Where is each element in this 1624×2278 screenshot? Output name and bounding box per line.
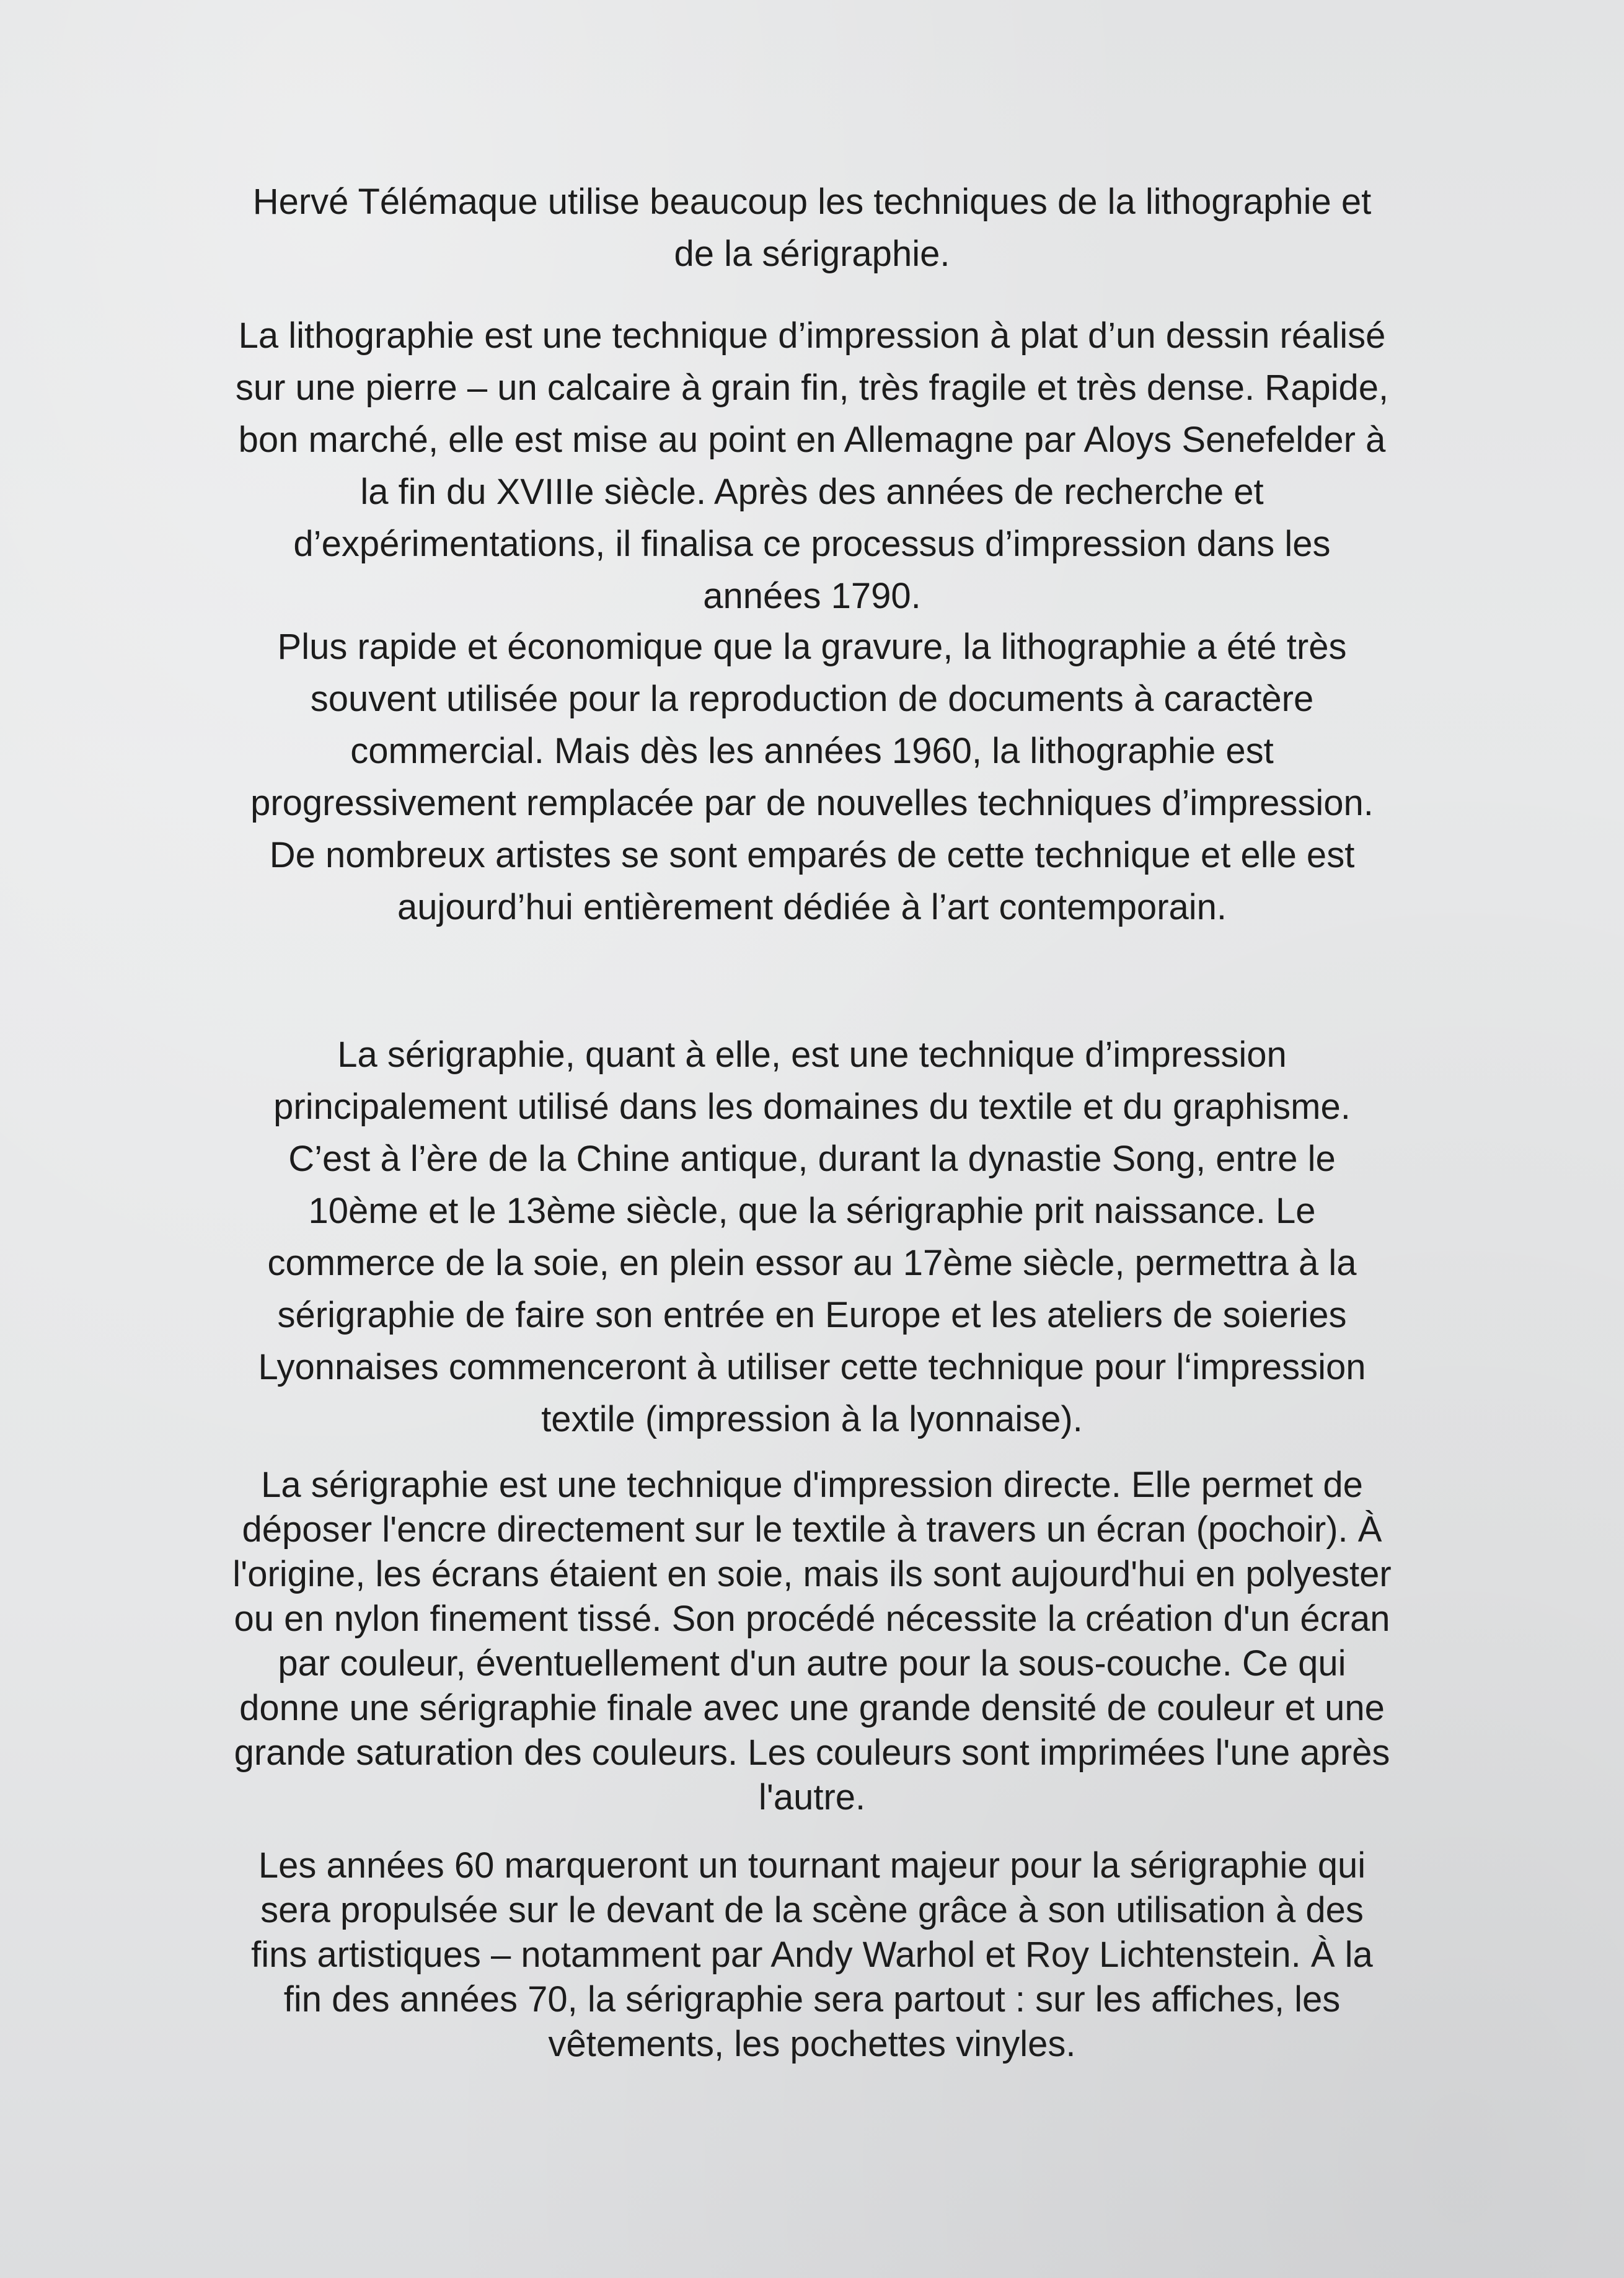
intro-paragraph: Hervé Télémaque utilise beaucoup les techniques de la lithographie et de la sérigraphie. <box>252 182 1372 274</box>
serigraphy-origin-paragraph: La sérigraphie, quant à elle, est une technique d’impression principalement utilisé dans les domaines du textile et du graphisme. C’est à l’ère de la Chine antique, durant la dynastie Song, entre le 10ème et le 13ème siècle, que la sérigraphie prit naissance. Le commerce de la soie, en plein essor au 17ème siècle, permettra à la sérigraphie de faire son entrée en Europe et les ateliers de soieries Lyonnaises commenceront à utiliser cette technique pour l‘impression textile (impression à la lyonnaise). <box>258 1035 1366 1439</box>
serigraphy-process-paragraph: La sérigraphie est une technique d'impression directe. Elle permet de déposer l'encre directement sur le textile à travers un écran (pochoir). À l'origine, les écrans étaient en soie, mais ils sont aujourd'hui en polyester ou en nylon finement tissé. Son procédé nécessite la création d'un écran par couleur, éventuellement d'un autre pour la sous-couche. Ce qui donne une sérigraphie finale avec une grande densité de couleur et une grande saturation des couleurs. Les couleurs sont imprimées l'une après l'autre. <box>232 1465 1392 1817</box>
lithography-history-paragraph: Plus rapide et économique que la gravure, la lithographie a été très souvent utilisée pour la reproduction de documents à caractère commercial. Mais dès les années 1960, la lithographie est progressivement remplacée par de nouvelles techniques d’impression. De nombreux artistes se sont emparés de cette technique et elle est aujourd’hui entièrement dédiée à l’art contemporain. <box>250 627 1374 927</box>
serigraphy-sixties-paragraph: Les années 60 marqueront un tournant majeur pour la sérigraphie qui sera propulsée sur le devant de la scène grâce à son utilisation à des fins artistiques – notamment par Andy Warhol et Roy Lichtenstein. À la fin des années 70, la sérigraphie sera partout : sur les affiches, les vêtements, les pochettes vinyles. <box>251 1845 1373 2064</box>
lithography-paragraph: La lithographie est une technique d’impression à plat d’un dessin réalisé sur une pierre – un calcaire à grain fin, très fragile et très dense. Rapide, bon marché, elle est mise au point en Allemagne par Aloys Senefelder à la fin du XVIIIe siècle. Après des années de recherche et d’expérimentations, il finalisa ce processus d’impression dans les années 1790. <box>235 316 1389 616</box>
